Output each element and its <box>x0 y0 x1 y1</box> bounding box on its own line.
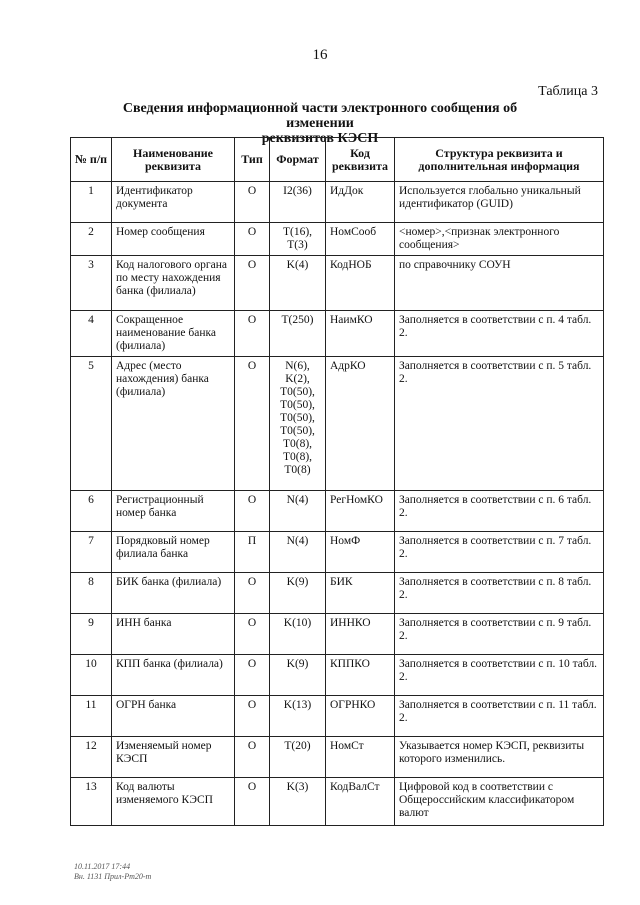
cell-num: 6 <box>71 491 112 532</box>
table-row <box>71 223 604 256</box>
table-row <box>71 778 604 826</box>
cell-info: Используется глобально уникальный идентификатор (GUID) <box>395 182 604 223</box>
cell-info: Заполняется в соответствии с п. 10 табл. 2. <box>395 655 604 696</box>
cell-type: О <box>235 614 270 655</box>
cell-code: КодВалСт <box>326 778 395 826</box>
cell-name: Номер сообщения <box>112 223 235 256</box>
cell-info: Заполняется в соответствии с п. 6 табл. 2. <box>395 491 604 532</box>
cell-num: 7 <box>71 532 112 573</box>
cell-type: О <box>235 696 270 737</box>
cell-format: N(4) <box>270 532 326 573</box>
footer-line-1: 10.11.2017 17:44 <box>74 862 131 871</box>
table-row <box>71 256 604 311</box>
cell-format: N(4) <box>270 491 326 532</box>
cell-code: КодНОБ <box>326 256 395 311</box>
table-row <box>71 311 604 357</box>
title-line-2: реквизитов КЭСП <box>261 131 379 146</box>
cell-info: Заполняется в соответствии с п. 4 табл. 2. <box>395 311 604 357</box>
cell-num: 5 <box>71 357 112 491</box>
table-label: Таблица 3 <box>538 84 598 99</box>
cell-info: Заполняется в соответствии с п. 9 табл. 2. <box>395 614 604 655</box>
table-row <box>71 357 604 491</box>
header-format: Формат <box>270 138 326 182</box>
requisites-table <box>70 137 604 826</box>
cell-type: О <box>235 655 270 696</box>
cell-code: ОГРНКО <box>326 696 395 737</box>
cell-type: П <box>235 532 270 573</box>
cell-format: K(9) <box>270 655 326 696</box>
cell-name: ИНН банка <box>112 614 235 655</box>
cell-name: КПП банка (филиала) <box>112 655 235 696</box>
cell-code: НаимКО <box>326 311 395 357</box>
cell-type: О <box>235 223 270 256</box>
table-row <box>71 573 604 614</box>
cell-num: 8 <box>71 573 112 614</box>
header-name: Наименование реквизита <box>112 138 235 182</box>
cell-num: 9 <box>71 614 112 655</box>
table-row <box>71 737 604 778</box>
footer-stamp <box>74 862 151 882</box>
header-num: № п/п <box>71 138 112 182</box>
cell-format: T(16), T(3) <box>270 223 326 256</box>
cell-format: K(9) <box>270 573 326 614</box>
cell-name: Код валюты изменяемого КЭСП <box>112 778 235 826</box>
cell-code: ИННКО <box>326 614 395 655</box>
page-number: 16 <box>312 47 328 63</box>
cell-name: Идентификатор документа <box>112 182 235 223</box>
cell-type: О <box>235 573 270 614</box>
cell-type: О <box>235 256 270 311</box>
cell-num: 4 <box>71 311 112 357</box>
cell-name: Сокращенное наименование банка (филиала) <box>112 311 235 357</box>
cell-type: О <box>235 737 270 778</box>
cell-format: K(13) <box>270 696 326 737</box>
cell-type: О <box>235 778 270 826</box>
cell-format: K(10) <box>270 614 326 655</box>
cell-name: Код налогового органа по месту нахождения банка (филиала) <box>112 256 235 311</box>
table-row <box>71 532 604 573</box>
table-header-row <box>71 138 604 182</box>
cell-format: T(250) <box>270 311 326 357</box>
title-line-1: Сведения информационной части электронного сообщения об изменении <box>122 101 518 131</box>
cell-code: АдрКО <box>326 357 395 491</box>
cell-format: T(20) <box>270 737 326 778</box>
cell-name: Изменяемый номер КЭСП <box>112 737 235 778</box>
cell-num: 13 <box>71 778 112 826</box>
cell-code: БИК <box>326 573 395 614</box>
cell-code: РегНомКО <box>326 491 395 532</box>
cell-name: ОГРН банка <box>112 696 235 737</box>
cell-info: Заполняется в соответствии с п. 7 табл. 2. <box>395 532 604 573</box>
footer-line-2: Вн. 1131 Прил-Рт20-т <box>74 872 152 881</box>
cell-info: Заполняется в соответствии с п. 11 табл. 2. <box>395 696 604 737</box>
cell-format: I2(36) <box>270 182 326 223</box>
cell-info: <номер>,<признак электронного сообщения> <box>395 223 604 256</box>
cell-code: НомСт <box>326 737 395 778</box>
header-info: Структура реквизита и дополнительная информация <box>395 138 604 182</box>
cell-num: 2 <box>71 223 112 256</box>
cell-type: О <box>235 311 270 357</box>
cell-num: 10 <box>71 655 112 696</box>
cell-code: НомФ <box>326 532 395 573</box>
cell-type: О <box>235 491 270 532</box>
cell-type: О <box>235 357 270 491</box>
cell-num: 1 <box>71 182 112 223</box>
cell-num: 12 <box>71 737 112 778</box>
header-code: Код реквизита <box>326 138 395 182</box>
header-type: Тип <box>235 138 270 182</box>
cell-info: Заполняется в соответствии с п. 5 табл. 2. <box>395 357 604 491</box>
cell-info: Цифровой код в соответствии с Общероссийским классификатором валют <box>395 778 604 826</box>
cell-info: Заполняется в соответствии с п. 8 табл. 2. <box>395 573 604 614</box>
table-row <box>71 491 604 532</box>
cell-code: НомСооб <box>326 223 395 256</box>
table-row <box>71 655 604 696</box>
cell-format: K(3) <box>270 778 326 826</box>
cell-name: Адрес (место нахождения) банка (филиала) <box>112 357 235 491</box>
cell-info: по справочнику СОУН <box>395 256 604 311</box>
cell-code: ИдДок <box>326 182 395 223</box>
cell-type: О <box>235 182 270 223</box>
cell-info: Указывается номер КЭСП, реквизиты которого изменились. <box>395 737 604 778</box>
cell-num: 11 <box>71 696 112 737</box>
cell-format: K(4) <box>270 256 326 311</box>
cell-name: Регистрационный номер банка <box>112 491 235 532</box>
cell-format: N(6), K(2), T0(50), T0(50), T0(50), T0(50), T0(8), T0(8), T0(8) <box>270 357 326 491</box>
cell-name: Порядковый номер филиала банка <box>112 532 235 573</box>
cell-num: 3 <box>71 256 112 311</box>
table-row <box>71 182 604 223</box>
cell-name: БИК банка (филиала) <box>112 573 235 614</box>
table-row <box>71 696 604 737</box>
table-row <box>71 614 604 655</box>
cell-code: КППКО <box>326 655 395 696</box>
